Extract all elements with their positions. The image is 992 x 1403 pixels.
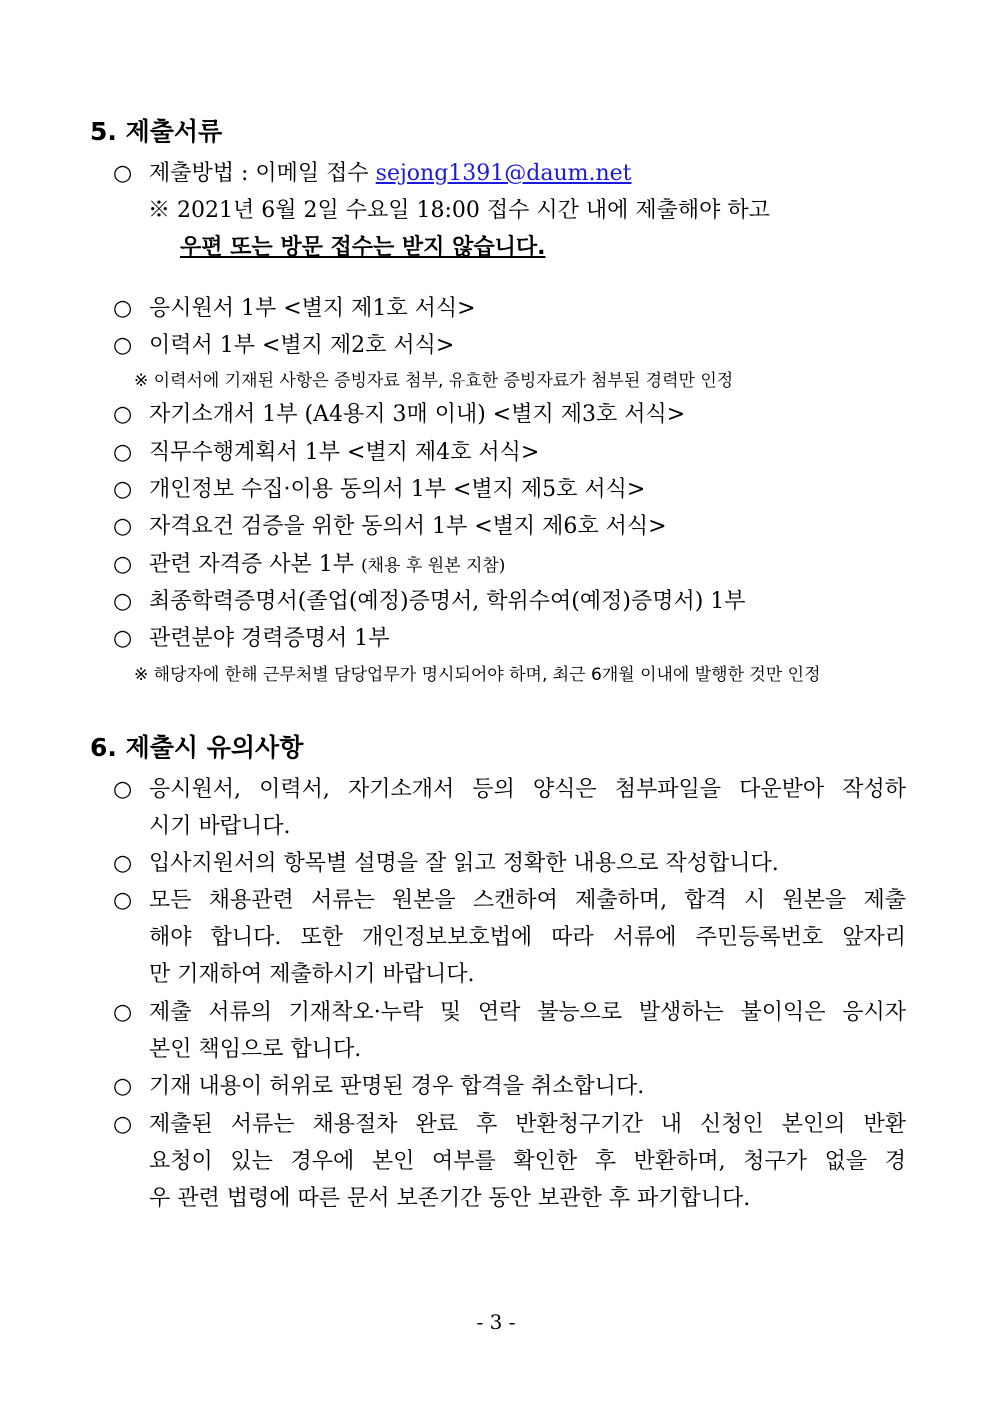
bullet-circle: ○ [113, 777, 133, 802]
bullet-circle: ○ [113, 626, 133, 651]
bullet-circle: ○ [113, 589, 133, 614]
doc-item-application [113, 295, 476, 323]
doc-item-text: 관련 자격증 사본 1부 [149, 552, 361, 577]
bullet-circle: ○ [113, 888, 133, 913]
deadline-note [148, 197, 770, 225]
caution-item [113, 1111, 149, 1139]
page-number: - 3 - [476, 1310, 516, 1334]
bullet-circle: ○ [113, 333, 133, 358]
caution-line: 우 관련 법령에 따른 문서 보존기간 동안 보관한 후 파기합니다. [149, 1186, 751, 1211]
bullet-circle: ○ [113, 552, 133, 577]
caution-line: 제출된 서류는 채용절차 완료 후 반환청구기간 내 신청인 본인의 반환 [149, 1112, 906, 1137]
doc-item-resume [113, 332, 454, 360]
caution-line: 기재 내용이 허위로 판명된 경우 합격을 취소합니다. [149, 1074, 645, 1099]
caution-item [113, 1073, 149, 1101]
doc-item-text: 자기소개서 1부 (A4용지 3매 이내) <별지 제3호 서식> [149, 402, 686, 427]
bullet-circle: ○ [113, 851, 133, 876]
submission-method-line [113, 160, 632, 188]
bullet-circle: ○ [113, 296, 133, 321]
caution-line: 해야 합니다. 또한 개인정보보호법에 따라 서류에 주민등록번호 앞자리 [149, 925, 906, 950]
doc-item-text: 최종학력증명서(졸업(예정)증명서, 학위수여(예정)증명서) 1부 [149, 589, 746, 614]
caution-line: 모든 채용관련 서류는 원본을 스캔하여 제출하며, 합격 시 원본을 제출 [149, 888, 906, 913]
caution-line: 본인 책임으로 합니다. [149, 1037, 362, 1062]
submission-method-label: 제출방법 : 이메일 접수 [149, 161, 376, 186]
bullet-circle: ○ [113, 1000, 133, 1025]
caution-item [113, 850, 149, 878]
bullet-circle: ○ [113, 1112, 133, 1137]
note-mark: ※ [148, 198, 171, 223]
bullet-circle: ○ [113, 402, 133, 427]
doc-item-self-intro [113, 401, 685, 429]
section-6-heading: 6. 제출시 유의사항 [90, 733, 304, 762]
doc-item-education [113, 588, 746, 616]
doc-item-qualification-consent [113, 513, 667, 541]
bullet-circle: ○ [113, 477, 133, 502]
doc-item-text: 직무수행계획서 1부 <별지 제4호 서식> [149, 440, 540, 465]
doc-item-small-note: (채용 후 원본 지참) [361, 556, 506, 576]
doc-item-privacy-consent [113, 476, 645, 504]
doc-item-text: 개인정보 수집·이용 동의서 1부 <별지 제5호 서식> [149, 477, 646, 502]
doc-item-job-plan [113, 439, 539, 467]
doc-item-text: 관련분야 경력증명서 1부 [149, 626, 390, 651]
bullet-circle: ○ [113, 1074, 133, 1099]
caution-item [113, 776, 149, 804]
caution-line: 응시원서, 이력서, 자기소개서 등의 양식은 첨부파일을 다운받아 작성하 [149, 777, 906, 802]
doc-item-career [113, 625, 390, 653]
caution-line: 만 기재하여 제출하시기 바랍니다. [149, 962, 475, 987]
bullet-circle: ○ [113, 440, 133, 465]
section-5-heading: 5. 제출서류 [90, 117, 223, 146]
doc-item-text: 자격요건 검증을 위한 동의서 1부 <별지 제6호 서식> [149, 514, 667, 539]
no-mail-visit-notice: 우편 또는 방문 접수는 받지 않습니다. [180, 235, 546, 260]
career-note: ※ 해당자에 한해 근무처별 담당업무가 명시되어야 하며, 최근 6개월 이내에 발행한 것만 인정 [134, 665, 821, 685]
caution-line: 제출 서류의 기재착오·누락 및 연락 불능으로 발생하는 불이익은 응시자 [149, 1000, 906, 1025]
doc-item-certificate-copy [113, 551, 505, 580]
caution-line: 시기 바랍니다. [149, 814, 291, 839]
bullet-circle: ○ [113, 514, 133, 539]
deadline-note-text: 2021년 6월 2일 수요일 18:00 접수 시간 내에 제출해야 하고 [177, 198, 770, 223]
doc-item-text: 이력서 1부 <별지 제2호 서식> [149, 333, 455, 358]
doc-item-text: 응시원서 1부 <별지 제1호 서식> [149, 296, 476, 321]
caution-line: 입사지원서의 항목별 설명을 잘 읽고 정확한 내용으로 작성합니다. [149, 851, 779, 876]
caution-line: 요청이 있는 경우에 본인 여부를 확인한 후 반환하며, 청구가 없을 경 [149, 1149, 906, 1174]
resume-note: ※ 이력서에 기재된 사항은 증빙자료 첨부, 유효한 증빙자료가 첨부된 경력만 인정 [134, 371, 734, 391]
caution-item [113, 999, 149, 1027]
bullet-circle: ○ [113, 161, 133, 186]
caution-item [113, 887, 149, 915]
email-link[interactable]: sejong1391@daum.net [375, 161, 632, 186]
